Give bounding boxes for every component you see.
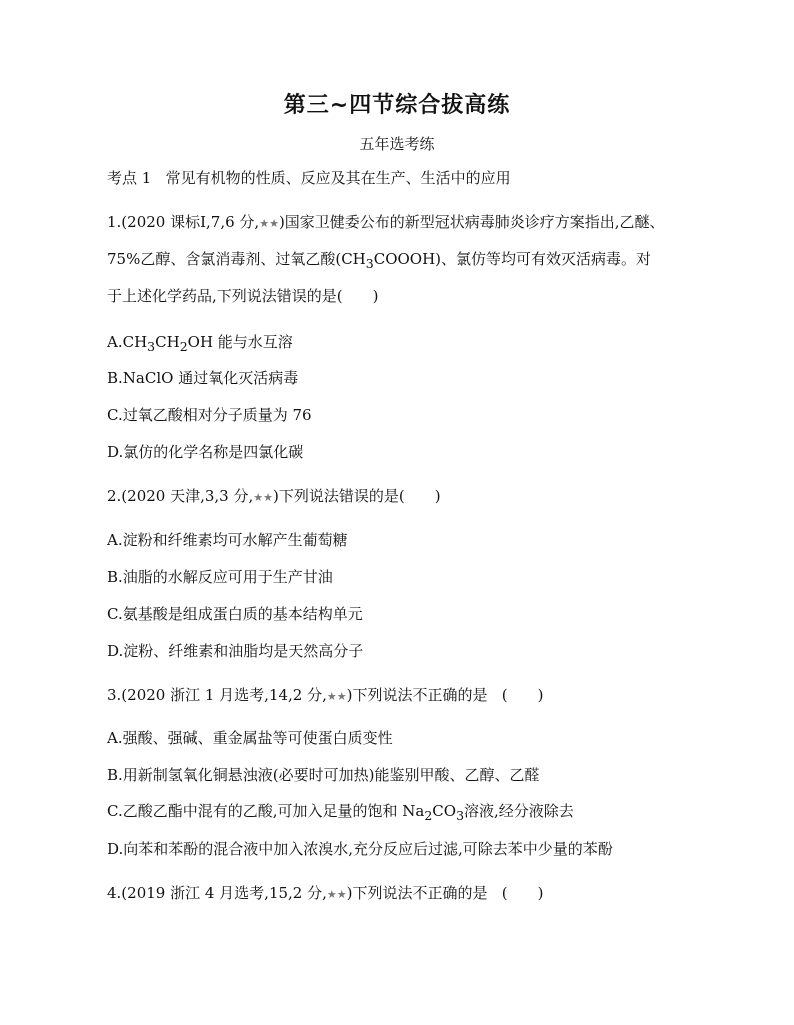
question-1-option-d: D.氯仿的化学名称是四氯化碳 bbox=[107, 443, 304, 461]
option-c-part: CO bbox=[432, 802, 457, 820]
question-2-line-1 bbox=[107, 486, 707, 508]
question-1-source: 1.(2020 课标Ⅰ,7,6 分, bbox=[107, 213, 260, 231]
question-3-option-c bbox=[107, 801, 707, 826]
kaodian-text: 常见有机物的性质、反应及其在生产、生活中的应用 bbox=[165, 169, 511, 187]
subscript: 2 bbox=[179, 339, 188, 354]
difficulty-stars-icon: ★★ bbox=[259, 217, 279, 230]
question-1-line-2 bbox=[107, 249, 707, 274]
question-2-stem: )下列说法错误的是( bbox=[273, 487, 405, 505]
answer-paren-close: ) bbox=[537, 686, 544, 704]
option-c-part: 溶液,经分液除去 bbox=[464, 802, 574, 820]
question-1-option-b: B.NaClO 通过氧化灭活病毒 bbox=[107, 369, 299, 387]
question-1-line-1 bbox=[107, 212, 707, 234]
question-1-stem-c: 于上述化学药品,下列说法错误的是( bbox=[107, 287, 343, 305]
page-title: 第三~四节综合拔高练 bbox=[283, 93, 511, 118]
question-3-stem: )下列说法不正确的是 bbox=[346, 686, 488, 704]
option-a-part: OH 能与水互溶 bbox=[187, 333, 293, 351]
question-3-option-a: A.强酸、强碱、重金属盐等可使蛋白质变性 bbox=[107, 729, 393, 747]
answer-paren-open: ( bbox=[501, 884, 508, 902]
question-4-stem: )下列说法不正确的是 bbox=[346, 884, 488, 902]
difficulty-stars-icon: ★★ bbox=[326, 888, 347, 901]
answer-paren-open: ( bbox=[501, 686, 508, 704]
kaodian-heading bbox=[107, 168, 707, 188]
subscript: 2 bbox=[424, 808, 433, 823]
question-1-stem-a: )国家卫健委公布的新型冠状病毒肺炎诊疗方案指出,乙醚、 bbox=[278, 213, 665, 231]
difficulty-stars-icon: ★★ bbox=[326, 690, 347, 703]
subscript: 3 bbox=[147, 339, 156, 354]
answer-paren-close: ) bbox=[537, 884, 544, 902]
option-a-part: CH bbox=[155, 333, 180, 351]
question-3-option-b: B.用新制氢氧化铜悬浊液(必要时可加热)能鉴别甲酸、乙醇、乙醛 bbox=[107, 766, 540, 784]
option-a-part: A.CH bbox=[107, 333, 148, 351]
option-c-part: C.乙酸乙酯中混有的乙酸,可加入足量的饱和 Na bbox=[107, 802, 425, 820]
difficulty-stars-icon: ★★ bbox=[253, 491, 273, 504]
question-1-stem-b: 75%乙醇、含氯消毒剂、过氧乙酸(CH bbox=[107, 250, 366, 268]
question-2-option-a: A.淀粉和纤维素均可水解产生葡萄糖 bbox=[107, 531, 348, 549]
question-4-source: 4.(2019 浙江 4 月选考,15,2 分, bbox=[107, 884, 327, 902]
answer-paren-close: ) bbox=[434, 487, 441, 505]
subscript: 3 bbox=[456, 808, 465, 823]
question-2-source: 2.(2020 天津,3,3 分, bbox=[107, 487, 254, 505]
question-3-option-d: D.向苯和苯酚的混合液中加入浓溴水,充分反应后过滤,可除去苯中少量的苯酚 bbox=[107, 840, 613, 858]
question-2-option-d: D.淀粉、纤维素和油脂均是天然高分子 bbox=[107, 642, 364, 660]
answer-paren-close: ) bbox=[372, 287, 379, 305]
question-2-option-b: B.油脂的水解反应可用于生产甘油 bbox=[107, 568, 333, 586]
question-1-option-a bbox=[107, 332, 707, 357]
subscript: 3 bbox=[365, 256, 374, 271]
question-1-option-c: C.过氧乙酸相对分子质量为 76 bbox=[107, 406, 312, 424]
kaodian-label: 考点 1 bbox=[107, 169, 152, 187]
question-1-line-3 bbox=[107, 286, 707, 306]
question-3-source: 3.(2020 浙江 1 月选考,14,2 分, bbox=[107, 686, 327, 704]
question-4-line-1 bbox=[107, 883, 707, 905]
question-2-option-c: C.氨基酸是组成蛋白质的基本结构单元 bbox=[107, 605, 363, 623]
section-subtitle: 五年选考练 bbox=[359, 135, 435, 153]
question-1-stem-b2: COOOH)、氯仿等均可有效灭活病毒。对 bbox=[373, 250, 652, 268]
question-3-line-1 bbox=[107, 685, 707, 707]
